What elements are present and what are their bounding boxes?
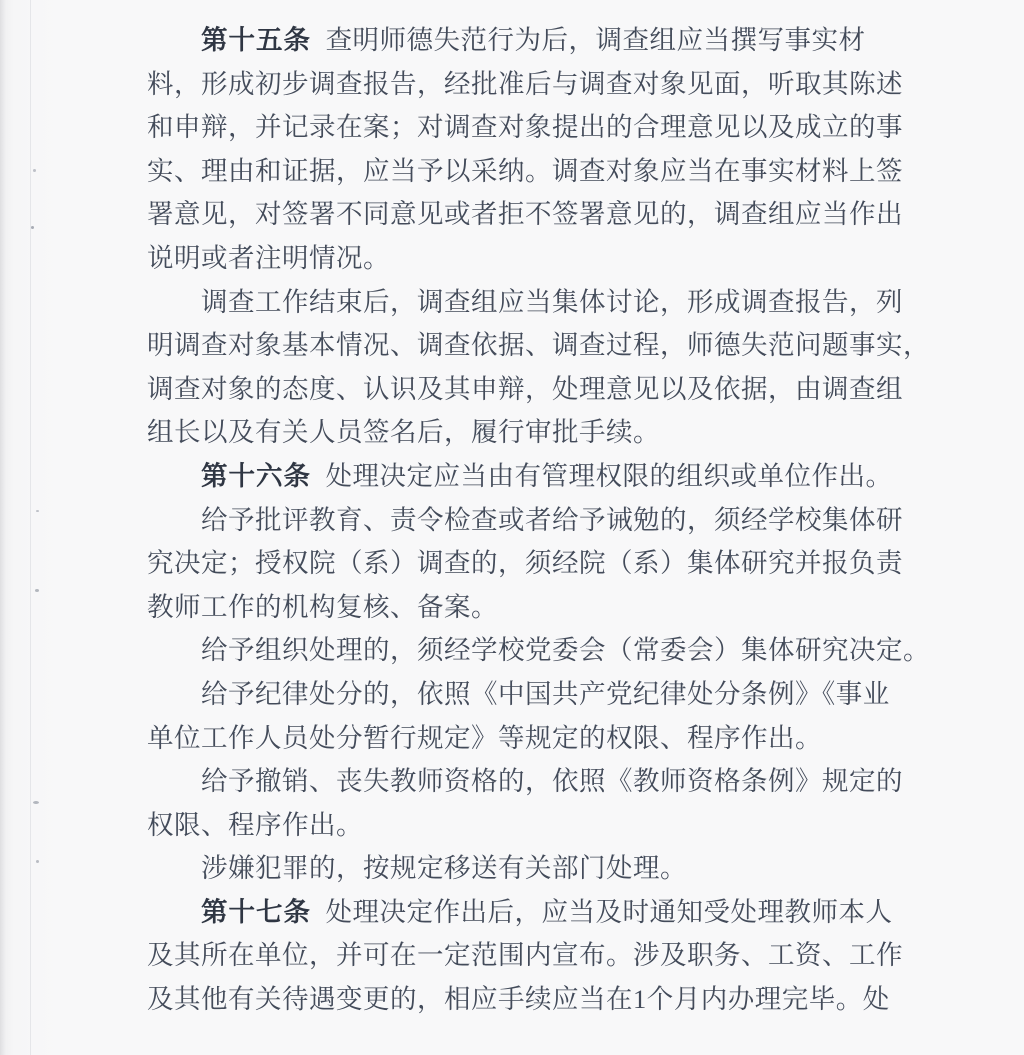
article-number-gap [311, 19, 326, 63]
line-text: 究决定；授权院（系）调查的，须经院（系）集体研究并报负责 [147, 548, 903, 579]
text-line [147, 19, 917, 63]
article-number: 第十五条 [201, 25, 311, 55]
scan-speck [36, 860, 39, 863]
text-line [147, 629, 930, 673]
text-line [147, 586, 917, 630]
text-line [147, 106, 917, 150]
line-text: 实、理由和证据，应当予以采纳。调查对象应当在事实材料上签 [147, 155, 903, 186]
text-line [147, 237, 917, 281]
line-text: 和申辩，并记录在案；对调查对象提出的合理意见以及成立的事 [147, 112, 903, 143]
text-line [147, 324, 930, 368]
document-text-column [147, 19, 930, 1022]
scan-speck [33, 801, 39, 804]
text-line [147, 891, 917, 935]
line-text: 组长以及有关人员签名后，履行审批手续。 [147, 417, 660, 448]
line-text: 料，形成初步调查报告，经批准后与调查对象见面，听取其陈述 [147, 68, 903, 99]
article-number-gap [311, 455, 326, 499]
scan-speck [33, 169, 36, 172]
text-line [147, 542, 917, 586]
line-text: 涉嫌犯罪的，按规定移送有关部门处理。 [201, 853, 687, 884]
text-line [147, 804, 917, 848]
text-line [147, 63, 917, 107]
text-line [147, 499, 917, 543]
line-text: 调查对象的态度、认识及其申辩，处理意见以及依据，由调查组 [147, 373, 903, 404]
line-text: 权限、程序作出。 [147, 809, 363, 840]
scan-speck [31, 226, 34, 229]
line-text: 及其他有关待遇变更的，相应手续应当在1个月内办理完毕。处 [147, 984, 890, 1015]
line-text: 给予纪律处分的，依照《中国共产党纪律处分条例》《事业 [201, 678, 890, 709]
article-number: 第十六条 [201, 460, 311, 491]
text-line [147, 281, 917, 325]
text-line [147, 847, 917, 891]
article-number: 第十七条 [201, 896, 311, 927]
line-text: 处理决定应当由有管理权限的组织或单位作出。 [325, 460, 893, 491]
article-number-gap [311, 891, 326, 935]
text-line [147, 455, 917, 499]
scan-speck [36, 510, 39, 512]
text-line [147, 368, 917, 412]
line-text: 教师工作的机构复核、备案。 [147, 591, 498, 622]
text-line [147, 150, 917, 194]
scan-left-edge-shadow [0, 0, 6, 1055]
text-line [147, 978, 917, 1022]
line-text: 说明或者注明情况。 [147, 242, 390, 273]
line-text: 给予批评教育、责令检查或者给予诫勉的，须经学校集体研 [201, 504, 903, 535]
line-text: 查明师德失范行为后，调查组应当撰写事实材 [325, 25, 866, 55]
scan-binding-line [30, 0, 31, 1055]
line-text: 单位工作人员处分暂行规定》等规定的权限、程序作出。 [147, 722, 822, 753]
scan-speck [35, 589, 39, 592]
text-line [147, 717, 917, 761]
text-line [147, 411, 917, 455]
line-text: 处理决定作出后，应当及时通知受处理教师本人 [325, 896, 893, 927]
text-line [147, 673, 917, 717]
line-text: 给予撤销、丧失教师资格的，依照《教师资格条例》规定的 [201, 766, 903, 797]
line-text: 及其所在单位，并可在一定范围内宣布。涉及职务、工资、工作 [147, 940, 903, 971]
line-text: 调查工作结束后，调查组应当集体讨论，形成调查报告，列 [201, 286, 903, 317]
text-line [147, 193, 917, 237]
line-text: 署意见，对签署不同意见或者拒不签署意见的，调查组应当作出 [147, 199, 903, 230]
line-text: 给予组织处理的，须经学校党委会（常委会）集体研究决定。 [201, 635, 930, 666]
text-line [147, 934, 917, 978]
text-line [147, 760, 917, 804]
line-text: 明调查对象基本情况、调查依据、调查过程，师德失范问题事实， [147, 330, 930, 361]
